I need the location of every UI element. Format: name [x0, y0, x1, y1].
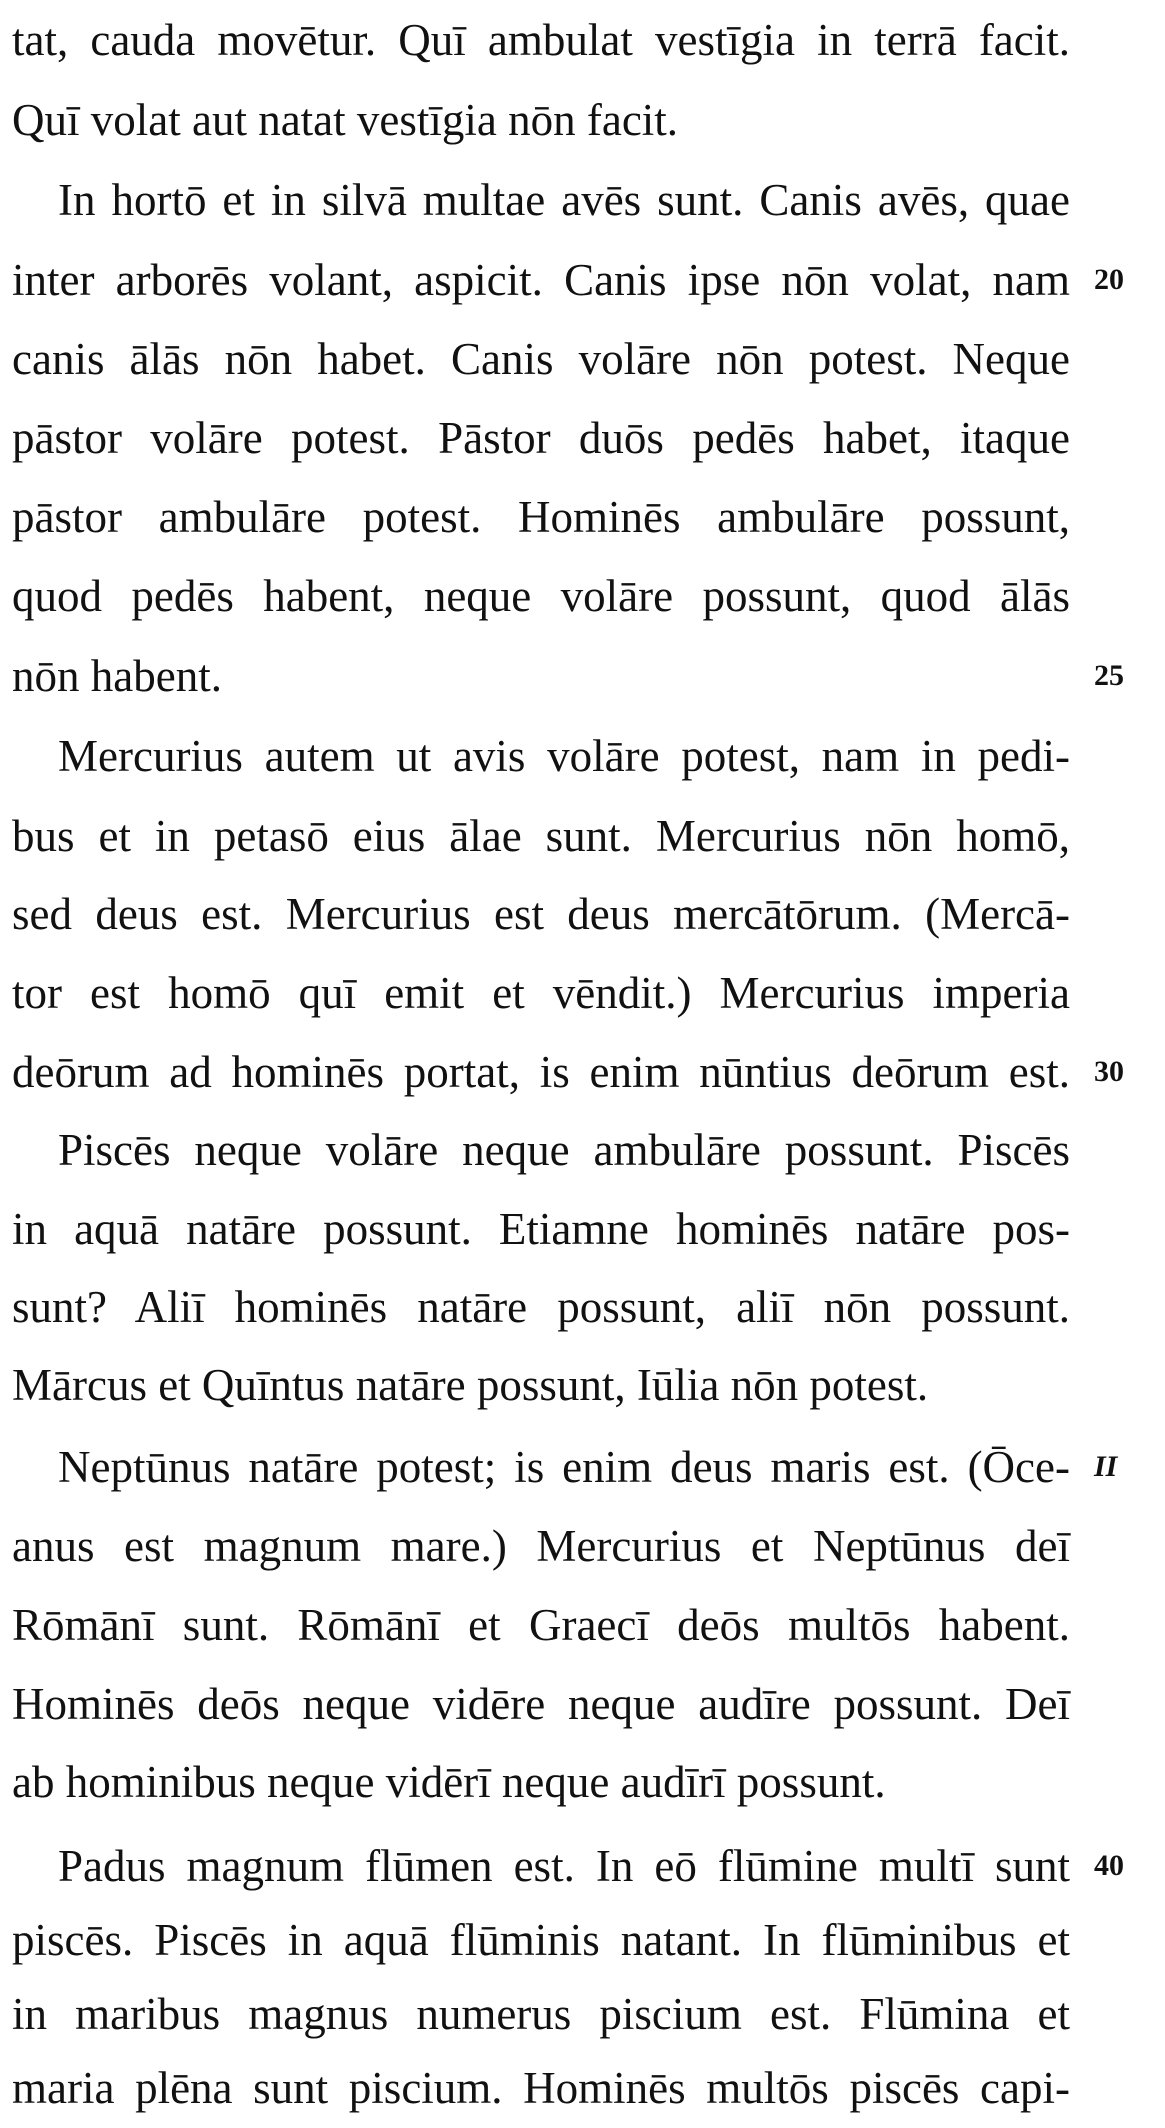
text-line: Piscēs neque volāre neque ambulāre possunt. Piscēs: [58, 1125, 1070, 1175]
text-line: deōrum ad hominēs portat, is enim nūntius deōrum est.: [12, 1047, 1070, 1097]
text-line: tor est homō quī emit et vēndit.) Mercurius imperia: [12, 968, 1070, 1018]
text-line: nōn habent.: [12, 651, 222, 701]
text-line: canis ālās nōn habet. Canis volāre nōn potest. Neque: [12, 334, 1070, 384]
text-line: anus est magnum mare.) Mercurius et Neptūnus deī: [12, 1521, 1070, 1571]
text-line: quod pedēs habent, neque volāre possunt, quod ālās: [12, 571, 1070, 621]
text-line: bus et in petasō eius ālae sunt. Mercurius nōn homō,: [12, 811, 1070, 861]
line-number: 20: [1094, 263, 1124, 296]
text-line: maria plēna sunt piscium. Hominēs multōs piscēs capi-: [12, 2063, 1070, 2113]
text-line: Quī volat aut natat vestīgia nōn facit.: [12, 95, 679, 145]
text-line: ab hominibus neque vidērī neque audīrī possunt.: [12, 1757, 886, 1807]
text-line: pāstor ambulāre potest. Hominēs ambulāre possunt,: [12, 492, 1070, 542]
text-line: sed deus est. Mercurius est deus mercātōrum. (Mercā-: [12, 889, 1070, 939]
text-line: In hortō et in silvā multae avēs sunt. Canis avēs, quae: [58, 175, 1070, 225]
text-line: Hominēs deōs neque vidēre neque audīre possunt. Deī: [12, 1679, 1070, 1729]
text-line: Padus magnum flūmen est. In eō flūmine multī sunt: [58, 1841, 1070, 1891]
text-line: Mercurius autem ut avis volāre potest, nam in pedi-: [58, 731, 1070, 781]
line-number: 25: [1094, 659, 1124, 692]
chapter-marker: II: [1094, 1450, 1118, 1483]
text-line: sunt? Aliī hominēs natāre possunt, aliī nōn possunt.: [12, 1282, 1070, 1332]
text-line: pāstor volāre potest. Pāstor duōs pedēs habet, itaque: [12, 413, 1070, 463]
line-number: 40: [1094, 1849, 1124, 1882]
text-line: in aquā natāre possunt. Etiamne hominēs natāre pos-: [12, 1204, 1070, 1254]
text-line: in maribus magnus numerus piscium est. Flūmina et: [12, 1989, 1070, 2039]
text-line: Neptūnus natāre potest; is enim deus maris est. (Ōce-: [58, 1442, 1070, 1492]
text-line: Rōmānī sunt. Rōmānī et Graecī deōs multōs habent.: [12, 1600, 1070, 1650]
line-number: 30: [1094, 1055, 1124, 1088]
text-line: Mārcus et Quīntus natāre possunt, Iūlia nōn potest.: [12, 1360, 929, 1410]
text-line: inter arborēs volant, aspicit. Canis ipse nōn volat, nam: [12, 255, 1070, 305]
text-line: tat, cauda movētur. Quī ambulat vestīgia in terrā facit.: [12, 15, 1070, 65]
text-line: piscēs. Piscēs in aquā flūminis natant. In flūminibus et: [12, 1915, 1070, 1965]
